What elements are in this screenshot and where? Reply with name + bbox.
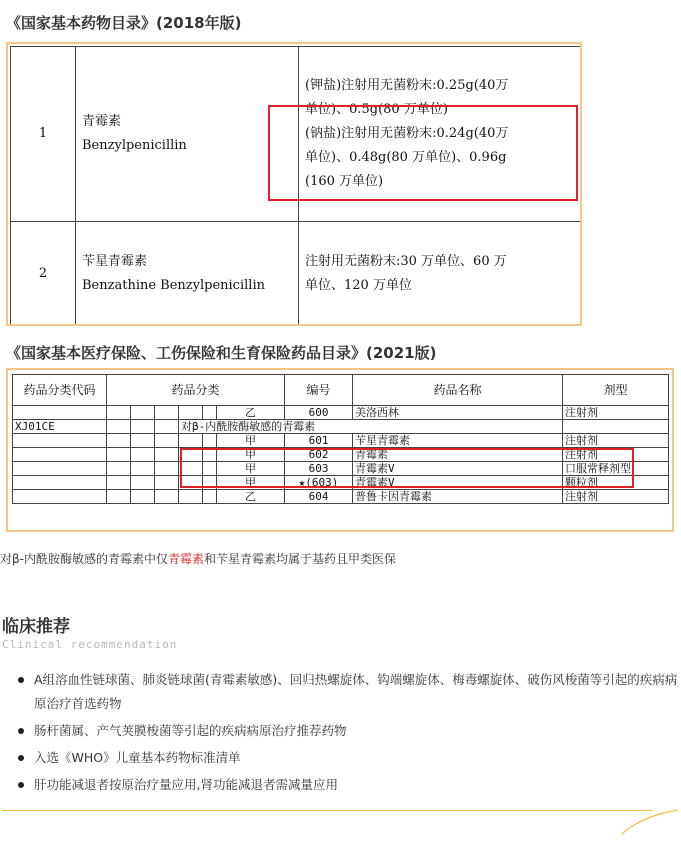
table-row — [13, 490, 669, 504]
cell-name: 普鲁卡因青霉素 — [353, 490, 563, 504]
cell-number: 600 — [285, 406, 353, 420]
cell-form: 注射剂 — [563, 490, 669, 504]
cell-form: 注射剂 — [563, 406, 669, 420]
table-row — [13, 420, 669, 434]
header-form: 剂型 — [563, 375, 669, 406]
cell-grade: 甲 — [217, 476, 285, 490]
swoosh-decoration-icon — [620, 808, 680, 838]
drug-name-cn: 苄星青霉素 — [82, 254, 148, 269]
highlight-box-penicillin-row — [180, 448, 634, 488]
list-item: A组溶血性链球菌、肺炎链球菌(青霉素敏感)、回归热螺旋体、钩端螺旋体、梅毒螺旋体、破伤风梭菌等引起的疾病病原治疗首选药物 — [14, 668, 680, 716]
cell-name: 青霉素V — [353, 476, 563, 490]
cell-number: 603 — [285, 462, 353, 476]
drug-name-en: Benzathine Benzylpenicillin — [82, 278, 265, 293]
header-code: 药品分类代码 — [13, 375, 107, 406]
cell-code — [13, 490, 107, 504]
highlight-box-spec — [268, 105, 578, 201]
summary-note — [0, 550, 396, 567]
note-text: 对β-内酰胺酶敏感的青霉素中仅 — [0, 552, 168, 566]
list-item: 肝功能减退者按原治疗量应用,肾功能减退者需减量应用 — [14, 773, 680, 797]
cell-name: 美洛西林 — [353, 406, 563, 420]
cell-form — [563, 420, 669, 434]
table-row — [11, 222, 583, 327]
table-header-row — [13, 375, 669, 406]
spec-line: 单位)、0.48g(80 万单位)、0.96g — [305, 150, 507, 165]
cell-grade: 乙 — [217, 406, 285, 420]
cell-grade: 甲 — [217, 462, 285, 476]
header-number: 编号 — [285, 375, 353, 406]
row-number: 1 — [11, 47, 76, 222]
section-subtitle: Clinical recommendation — [2, 638, 178, 651]
cell-code — [13, 462, 107, 476]
drug-name-cell — [76, 222, 299, 327]
row-number: 2 — [11, 222, 76, 327]
cell-code — [13, 448, 107, 462]
cell-grade: 乙 — [217, 490, 285, 504]
note-highlight: 青霉素 — [168, 552, 205, 566]
cell-grade: 甲 — [217, 434, 285, 448]
cell-form: 颗粒剂 — [563, 476, 669, 490]
cell-category: 对β-内酰胺酶敏感的青霉素 — [179, 420, 563, 434]
cell-name: 青霉素V — [353, 462, 563, 476]
cell-code: XJ01CE — [13, 420, 107, 434]
cell-number: ★(603) — [285, 476, 353, 490]
cell-grade: 甲 — [217, 448, 285, 462]
spec-line: 注射用无菌粉末:30 万单位、60 万 — [305, 254, 507, 269]
cell-number: 602 — [285, 448, 353, 462]
cell-form: 注射剂 — [563, 448, 669, 462]
catalog-2021-heading: 《国家基本医疗保险、工伤保险和生育保险药品目录》(2021版) — [6, 344, 437, 362]
spec-line: 单位)、0.5g(80 万单位) — [305, 102, 448, 117]
cell-number: 601 — [285, 434, 353, 448]
recommendation-list — [14, 668, 680, 800]
section-title: 临床推荐 — [2, 617, 70, 637]
catalog-2018-heading: 《国家基本药物目录》(2018年版) — [6, 14, 242, 32]
note-text: 和苄星青霉素均属于基药且甲类医保 — [204, 552, 397, 566]
list-item: 肠杆菌属、产气荚膜梭菌等引起的疾病病原治疗推荐药物 — [14, 719, 680, 743]
cell-code — [13, 434, 107, 448]
table-row — [13, 406, 669, 420]
cell-code — [13, 406, 107, 420]
drug-name-en: Benzylpenicillin — [82, 138, 187, 153]
cell-name: 苄星青霉素 — [353, 434, 563, 448]
drug-spec-cell — [299, 222, 583, 327]
divider — [2, 810, 652, 811]
spec-line: (160 万单位) — [305, 174, 384, 189]
drug-name-cell — [76, 47, 299, 222]
list-item: 入选《WHO》儿童基本药物标准清单 — [14, 746, 680, 770]
cell-form: 注射剂 — [563, 434, 669, 448]
spec-line: 单位、120 万单位 — [305, 278, 412, 293]
table-row — [13, 434, 669, 448]
cell-number: 604 — [285, 490, 353, 504]
cell-name: 青霉素 — [353, 448, 563, 462]
header-name: 药品名称 — [353, 375, 563, 406]
spec-line: (钠盐)注射用无菌粉末:0.24g(40万 — [305, 126, 509, 141]
header-category: 药品分类 — [107, 375, 285, 406]
cell-form: 口服常释剂型 — [563, 462, 669, 476]
cell-code — [13, 476, 107, 490]
spec-line: (钾盐)注射用无菌粉末:0.25g(40万 — [305, 78, 509, 93]
drug-name-cn: 青霉素 — [82, 114, 122, 129]
